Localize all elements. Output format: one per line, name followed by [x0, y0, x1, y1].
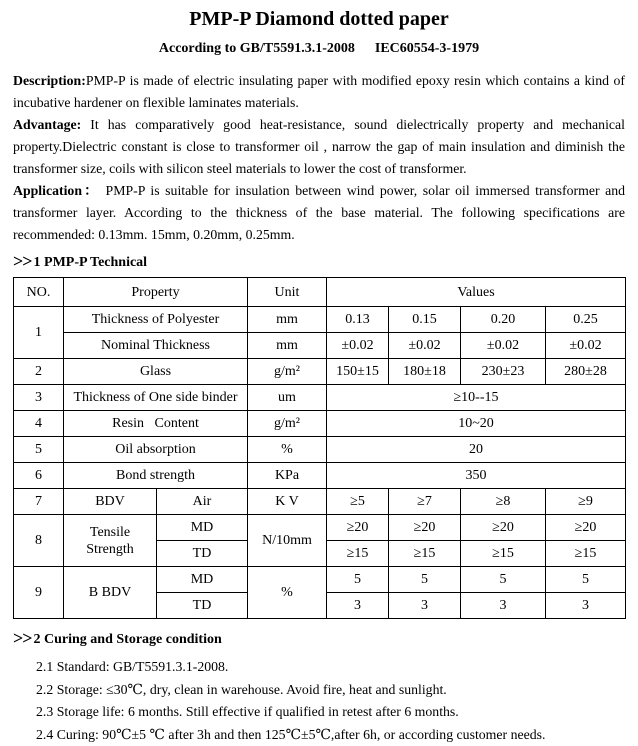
application-text: PMP-P is suitable for insulation between wind power, solar oil immersed transformer and transformer layer. According to the thickness of the base material. The following specifications are recommended: 0.13mm. 15mm, 0.20mm, 0.25mm.	[13, 183, 625, 242]
table-row	[14, 385, 626, 411]
description-text: PMP-P is made of electric insulating paper with modified epoxy resin which contains a kind of incubative hardener on flexible laminates materials.	[13, 73, 625, 110]
cell-no: 9	[14, 567, 64, 619]
table-row	[14, 333, 626, 359]
description-label: Description:	[13, 73, 86, 88]
section2	[13, 628, 625, 746]
list-item-storage: 2.2 Storage: ≤30℃, dry, clean in warehouse. Avoid fire, heat and sunlight.	[36, 679, 625, 702]
cell-property: B BDV	[64, 567, 157, 619]
list-item-curing: 2.4 Curing: 90℃±5 ℃ after 3h and then 125℃±5℃,after 6h, or according customer needs.	[36, 724, 625, 746]
page-title: PMP-P Diamond dotted paper	[13, 8, 625, 31]
cell-value: ≥20	[546, 515, 626, 541]
header-unit: Unit	[248, 278, 327, 307]
cell-property: Resin Content	[64, 411, 248, 437]
cell-property: Oil absorption	[64, 437, 248, 463]
subtitle-standard-gb: According to GB/T5591.3.1-2008	[159, 41, 355, 57]
cell-unit: g/m²	[248, 411, 327, 437]
table-row	[14, 437, 626, 463]
cell-unit: N/10mm	[248, 515, 327, 567]
cell-value: 3	[546, 593, 626, 619]
cell-unit: %	[248, 567, 327, 619]
cell-property-sub: MD	[157, 515, 248, 541]
cell-value: ≥20	[389, 515, 461, 541]
table-row	[14, 411, 626, 437]
cell-value: ±0.02	[461, 333, 546, 359]
section1-heading-text: 1 PMP-P Technical	[34, 255, 148, 270]
subtitle	[13, 41, 625, 57]
cell-property: Thickness of One side binder	[64, 385, 248, 411]
cell-value: 3	[461, 593, 546, 619]
header-no: NO.	[14, 278, 64, 307]
cell-value: ≥9	[546, 489, 626, 515]
header-values: Values	[327, 278, 626, 307]
cell-value: ≥15	[546, 541, 626, 567]
cell-property: Tensile Strength	[64, 515, 157, 567]
cell-value: 5	[389, 567, 461, 593]
cell-property-sub: TD	[157, 541, 248, 567]
cell-value: 3	[327, 593, 389, 619]
description-paragraph	[13, 70, 625, 114]
table-row	[14, 567, 626, 593]
list-item-storage-life: 2.3 Storage life: 6 months. Still effective if qualified in retest after 6 months.	[36, 701, 625, 724]
cell-property: Bond strength	[64, 463, 248, 489]
cell-unit: KPa	[248, 463, 327, 489]
table-row	[14, 359, 626, 385]
cell-value: 0.20	[461, 307, 546, 333]
cell-value: ≥10--15	[327, 385, 626, 411]
cell-value: 5	[327, 567, 389, 593]
cell-value: ≥7	[389, 489, 461, 515]
table-row	[14, 307, 626, 333]
cell-no: 7	[14, 489, 64, 515]
section2-heading	[13, 628, 625, 649]
cell-value: ±0.02	[389, 333, 461, 359]
cell-value: ≥5	[327, 489, 389, 515]
section1-heading	[13, 251, 625, 272]
cell-value: 10~20	[327, 411, 626, 437]
table-row	[14, 489, 626, 515]
cell-property: Thickness of Polyester	[64, 307, 248, 333]
cell-no: 6	[14, 463, 64, 489]
cell-value: 0.13	[327, 307, 389, 333]
cell-value: 5	[546, 567, 626, 593]
advantage-label: Advantage:	[13, 117, 81, 132]
cell-no: 3	[14, 385, 64, 411]
cell-property-sub: MD	[157, 567, 248, 593]
advantage-text: It has comparatively good heat-resistance, sound dielectrically property and mechanical property.Dielectric constant is close to transformer oil , narrow the gap of main insulation and diminish the transformer size, coils with silicon steel materials to lower the cost of transformer.	[13, 117, 625, 176]
cell-unit: um	[248, 385, 327, 411]
cell-no: 5	[14, 437, 64, 463]
cell-property: Nominal Thickness	[64, 333, 248, 359]
advantage-paragraph	[13, 114, 625, 180]
cell-value: ≥15	[327, 541, 389, 567]
subtitle-standard-iec: IEC60554-3-1979	[375, 41, 479, 57]
application-label: Application：	[13, 183, 100, 198]
cell-no: 8	[14, 515, 64, 567]
table-header-row	[14, 278, 626, 307]
application-paragraph	[13, 180, 625, 246]
cell-value: ±0.02	[327, 333, 389, 359]
cell-no: 2	[14, 359, 64, 385]
cell-value: ≥20	[327, 515, 389, 541]
cell-value: 180±18	[389, 359, 461, 385]
cell-property-sub: TD	[157, 593, 248, 619]
cell-unit: mm	[248, 333, 327, 359]
cell-value: ≥15	[389, 541, 461, 567]
cell-value: 5	[461, 567, 546, 593]
cell-unit: K V	[248, 489, 327, 515]
cell-value: 20	[327, 437, 626, 463]
cell-value: ≥20	[461, 515, 546, 541]
cell-value: ≥15	[461, 541, 546, 567]
cell-no: 1	[14, 307, 64, 359]
section1-heading-marker: >>	[13, 251, 32, 271]
cell-value: 350	[327, 463, 626, 489]
cell-unit: g/m²	[248, 359, 327, 385]
cell-value: 280±28	[546, 359, 626, 385]
cell-value: 0.25	[546, 307, 626, 333]
cell-value: 0.15	[389, 307, 461, 333]
cell-unit: mm	[248, 307, 327, 333]
cell-value: 230±23	[461, 359, 546, 385]
header-property: Property	[64, 278, 248, 307]
curing-storage-list	[13, 656, 625, 746]
cell-property: BDV	[64, 489, 157, 515]
technical-spec-table	[13, 277, 626, 619]
cell-value: ≥8	[461, 489, 546, 515]
cell-property-sub: Air	[157, 489, 248, 515]
section2-heading-text: 2 Curing and Storage condition	[34, 632, 222, 647]
section2-heading-marker: >>	[13, 628, 32, 648]
table-row	[14, 515, 626, 541]
table-row	[14, 463, 626, 489]
intro-paragraphs	[13, 70, 625, 246]
cell-property: Glass	[64, 359, 248, 385]
cell-value: ±0.02	[546, 333, 626, 359]
cell-value: 150±15	[327, 359, 389, 385]
cell-unit: %	[248, 437, 327, 463]
list-item-standard: 2.1 Standard: GB/T5591.3.1-2008.	[36, 656, 625, 679]
cell-no: 4	[14, 411, 64, 437]
cell-value: 3	[389, 593, 461, 619]
